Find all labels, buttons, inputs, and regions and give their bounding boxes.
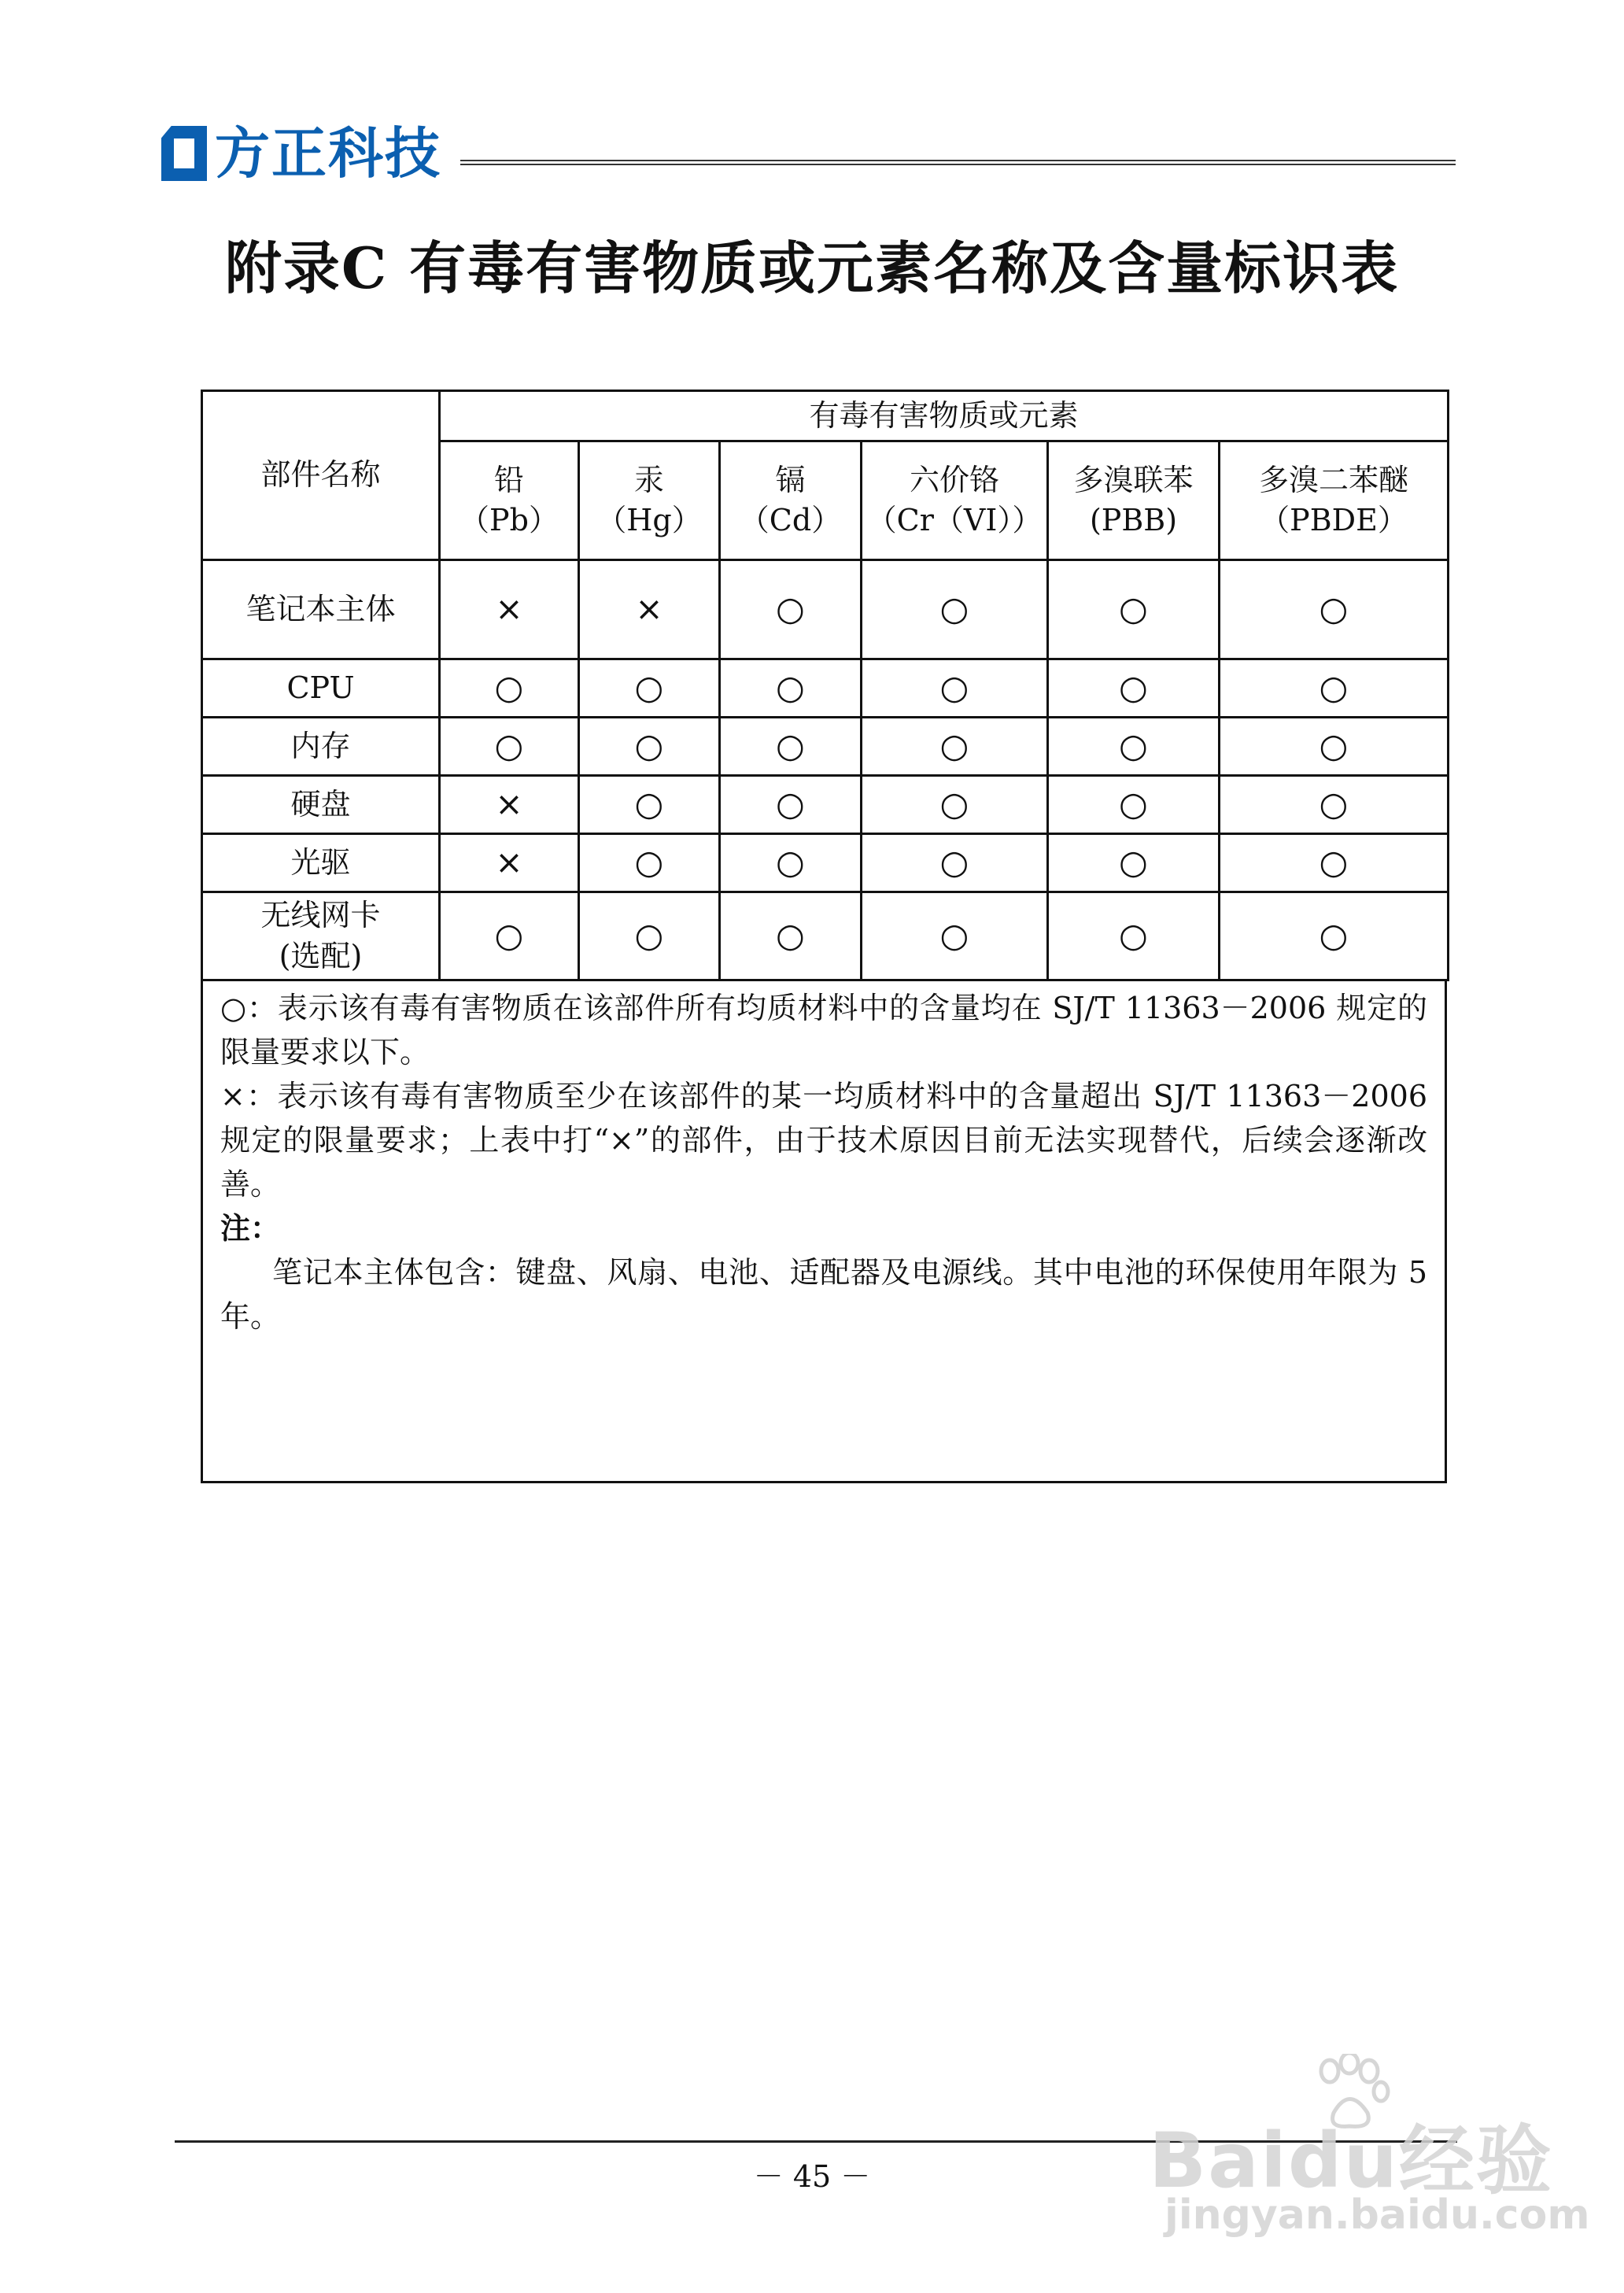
substance-mark-cell: ○: [862, 560, 1048, 659]
part-name: 笔记本主体: [245, 591, 396, 626]
substance-header-5: [1220, 441, 1449, 560]
table-row: [202, 776, 1449, 834]
part-name: CPU: [286, 670, 355, 705]
table-row: [202, 892, 1449, 980]
cross-definition: ×：表示该有毒有害物质至少在该部件的某一均质材料中的含量超出 SJ/T 11363－2006 规定的限量要求；上表中打“×”的部件，由于技术原因目前无法实现替代，后续会逐渐改善。: [220, 1079, 1427, 1202]
watermark-url: jingyan.baidu.com: [1164, 2191, 1590, 2239]
substance-symbol: （Cd）: [739, 503, 842, 537]
substance-mark-cell: ×: [440, 834, 579, 892]
substance-mark-cell: ○: [862, 718, 1048, 776]
header-divider: [460, 160, 1456, 165]
substance-name: 多溴二苯醚: [1259, 462, 1409, 497]
substance-mark-cell: ○: [1220, 776, 1449, 834]
substance-header-2: [720, 441, 862, 560]
substance-mark-cell: ○: [1048, 560, 1220, 659]
substance-name: 汞: [633, 462, 664, 497]
substance-mark-cell: ○: [1220, 659, 1449, 718]
substance-mark-cell: ○: [1048, 892, 1220, 980]
substance-mark-cell: ○: [1220, 892, 1449, 980]
part-name-cell: [202, 834, 440, 892]
note-body: 笔记本主体包含：键盘、风扇、电池、适配器及电源线。其中电池的环保使用年限为 5 年。: [220, 1255, 1427, 1334]
substance-symbol: （Cr（VI））: [866, 503, 1043, 537]
substance-name: 多溴联苯: [1073, 462, 1194, 497]
hazardous-substance-table: [201, 390, 1449, 981]
baidu-watermark: [1149, 2054, 1590, 2251]
substance-mark-cell: ○: [579, 892, 720, 980]
part-name-cell: [202, 892, 440, 980]
substance-mark-cell: ○: [720, 892, 862, 980]
table-row: [202, 834, 1449, 892]
substance-mark-cell: ○: [1048, 659, 1220, 718]
substance-header-1: [579, 441, 720, 560]
part-name-note: (选配): [279, 938, 363, 973]
watermark-brand: Baidu经验: [1149, 2117, 1553, 2205]
substance-mark-cell: ○: [1048, 834, 1220, 892]
substance-symbol: (PBB): [1089, 503, 1178, 537]
substance-mark-cell: ○: [720, 659, 862, 718]
part-name-cell: [202, 718, 440, 776]
substance-symbol: （PBDE）: [1260, 503, 1408, 537]
substance-mark-cell: ○: [1220, 718, 1449, 776]
circle-definition: ○：表示该有毒有害物质在该部件所有均质材料中的含量均在 SJ/T 11363－2006 规定的限量要求以下。: [220, 991, 1427, 1069]
substance-mark-cell: ○: [862, 659, 1048, 718]
part-name-header-text: 部件名称: [260, 457, 381, 493]
substance-mark-cell: ○: [579, 834, 720, 892]
company-logo: [161, 118, 441, 189]
substance-mark-cell: ○: [440, 718, 579, 776]
part-name-cell: [202, 659, 440, 718]
part-name: 硬盘: [290, 786, 351, 822]
substance-mark-cell: ○: [720, 776, 862, 834]
part-name-header: [202, 391, 440, 560]
part-name: 无线网卡: [260, 898, 381, 933]
substance-header-3: [862, 441, 1048, 560]
table-row: [202, 560, 1449, 659]
substance-name: 镉: [775, 462, 806, 497]
substance-mark-cell: ○: [579, 776, 720, 834]
table-notes: [201, 981, 1447, 1483]
substance-mark-cell: ○: [862, 834, 1048, 892]
substance-name: 六价铬: [909, 462, 999, 497]
substance-mark-cell: ○: [720, 834, 862, 892]
substance-mark-cell: ×: [440, 560, 579, 659]
logo-mark-icon: [161, 126, 207, 181]
substance-symbol: （Pb）: [460, 503, 559, 537]
substance-mark-cell: ○: [862, 892, 1048, 980]
substance-group-header: 有毒有害物质或元素: [440, 391, 1449, 441]
substance-mark-cell: ○: [1048, 718, 1220, 776]
substance-mark-cell: ○: [1048, 776, 1220, 834]
substance-header-0: [440, 441, 579, 560]
part-name: 光驱: [290, 844, 351, 880]
note-title: 注：: [220, 1211, 281, 1246]
part-name-cell: [202, 560, 440, 659]
substance-mark-cell: ○: [579, 659, 720, 718]
substance-mark-cell: ○: [1220, 834, 1449, 892]
substance-mark-cell: ○: [862, 776, 1048, 834]
substance-mark-cell: ○: [440, 659, 579, 718]
substance-mark-cell: ×: [579, 560, 720, 659]
page-title: 附录C 有毒有害物质或元素名称及含量标识表: [224, 234, 1400, 301]
table-header-row-1: [202, 391, 1449, 441]
substance-symbol: （Hg）: [596, 503, 702, 537]
table-row: [202, 659, 1449, 718]
substance-mark-cell: ×: [440, 776, 579, 834]
substance-mark-cell: ○: [579, 718, 720, 776]
substance-name: 铅: [493, 462, 524, 497]
table-row: [202, 718, 1449, 776]
substance-header-4: [1048, 441, 1220, 560]
substance-mark-cell: ○: [720, 718, 862, 776]
substance-mark-cell: ○: [440, 892, 579, 980]
logo-text: 方正科技: [215, 121, 441, 186]
substance-mark-cell: ○: [1220, 560, 1449, 659]
part-name: 内存: [290, 728, 351, 763]
substance-mark-cell: ○: [720, 560, 862, 659]
part-name-cell: [202, 776, 440, 834]
hazardous-substance-table-container: [201, 390, 1447, 1483]
page-number: － 45 －: [753, 2159, 871, 2194]
